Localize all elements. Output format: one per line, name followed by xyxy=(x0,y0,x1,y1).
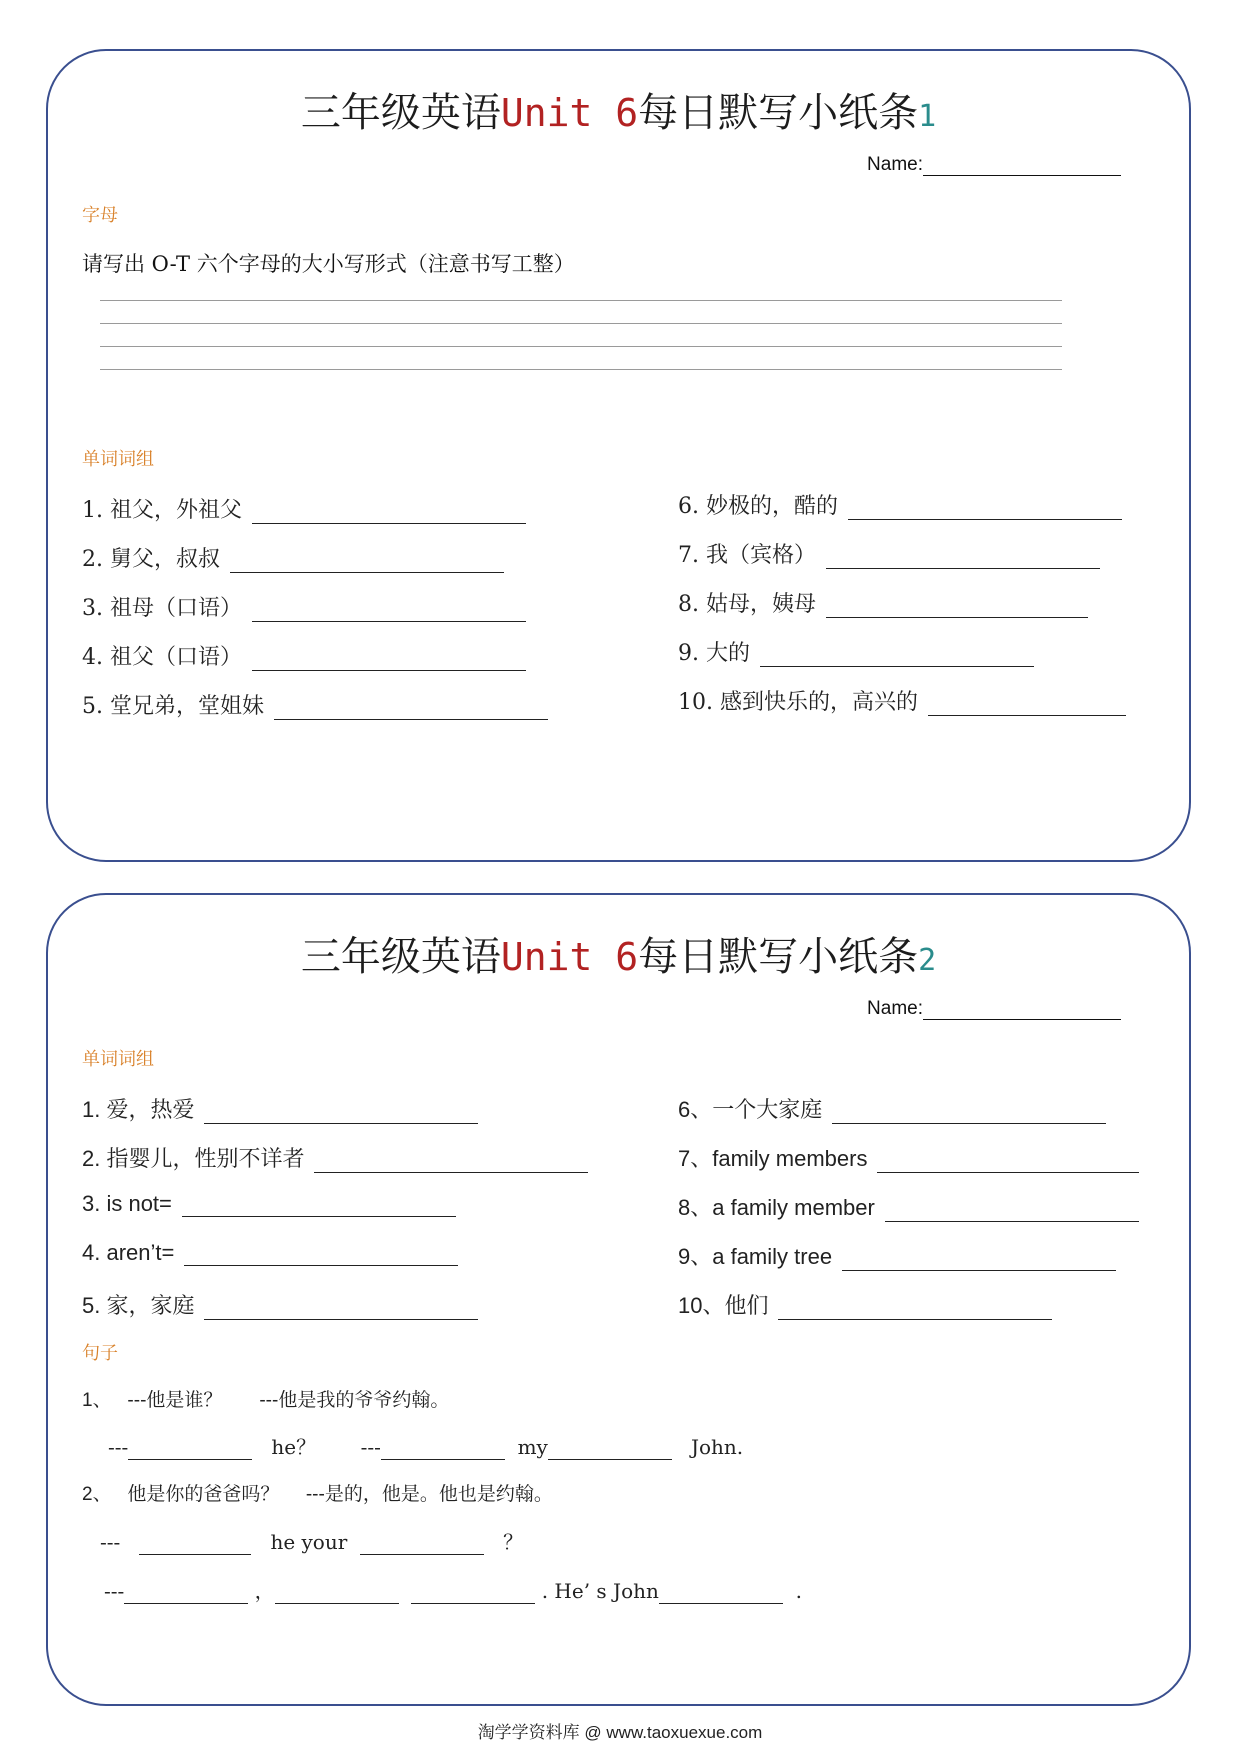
word-item-7: 7. 我（宾格） xyxy=(678,538,1100,569)
worksheet-card-1 xyxy=(46,49,1191,862)
answer-blank[interactable] xyxy=(139,1534,251,1555)
answer-blank[interactable] xyxy=(760,644,1034,667)
word-item-8: 8、a family member xyxy=(678,1191,1139,1222)
card-number: 1 xyxy=(918,99,937,134)
section-words: 单词词组 xyxy=(82,449,154,470)
answer-blank[interactable] xyxy=(848,497,1122,520)
answer-blank[interactable] xyxy=(826,595,1088,618)
card-number: 2 xyxy=(918,943,937,978)
card-title: 三年级英语Unit 6每日默写小纸条2 xyxy=(300,934,937,980)
answer-blank[interactable] xyxy=(832,1101,1106,1124)
answer-blank[interactable] xyxy=(204,1297,478,1320)
word-item-10: 10. 感到快乐的，高兴的 xyxy=(678,685,1126,716)
section-sentences: 句子 xyxy=(82,1343,118,1364)
word-item-4: 4. 祖父（口语） xyxy=(82,640,526,671)
word-item-3: 3. 祖母（口语） xyxy=(82,591,526,622)
answer-blank[interactable] xyxy=(842,1248,1116,1271)
answer-blank[interactable] xyxy=(182,1194,456,1217)
sentence-1-prompt: 1、 ---他是谁？ ---他是我的爷爷约翰。 xyxy=(82,1390,450,1411)
word-item-8: 8. 姑母，姨母 xyxy=(678,587,1088,618)
ruled-line[interactable] xyxy=(100,346,1062,347)
word-item-5: 5. 家，家庭 xyxy=(82,1289,478,1320)
answer-blank[interactable] xyxy=(274,697,548,720)
sentence-2-answer-q: --- he your ？ xyxy=(100,1530,524,1554)
word-item-9: 9、a family tree xyxy=(678,1240,1116,1271)
answer-blank[interactable] xyxy=(885,1199,1139,1222)
word-item-1: 1. 祖父，外祖父 xyxy=(82,493,526,524)
answer-blank[interactable] xyxy=(252,648,526,671)
letters-instruction: 请写出 O-T 六个字母的大小写形式（注意书写工整） xyxy=(82,252,575,276)
name-field[interactable]: Name: xyxy=(867,998,1121,1020)
answer-blank[interactable] xyxy=(184,1243,458,1266)
section-letters: 字母 xyxy=(82,205,118,226)
sentence-1-answer: --- he？ --- my John. xyxy=(108,1435,744,1459)
worksheet-card-2 xyxy=(46,893,1191,1706)
answer-blank[interactable] xyxy=(928,693,1126,716)
answer-blank[interactable] xyxy=(252,599,526,622)
sentence-2-prompt: 2、 他是你的爸爸吗？ ---是的，他是。他也是约翰。 xyxy=(82,1484,553,1505)
footer-watermark: 淘学学资料库 @ www.taoxuexue.com xyxy=(477,1723,763,1742)
word-item-2: 2. 舅父，叔叔 xyxy=(82,542,504,573)
card-title: 三年级英语Unit 6每日默写小纸条1 xyxy=(300,90,937,136)
word-item-7: 7、family members xyxy=(678,1142,1139,1173)
answer-blank[interactable] xyxy=(275,1583,399,1604)
answer-blank[interactable] xyxy=(204,1101,478,1124)
word-item-2: 2. 指婴儿，性别不详者 xyxy=(82,1142,588,1173)
sentence-2-answer-a: --- ， . He’ s John . xyxy=(104,1579,802,1603)
section-words: 单词词组 xyxy=(82,1049,154,1070)
word-item-9: 9. 大的 xyxy=(678,636,1034,667)
word-item-4: 4. aren’t= xyxy=(82,1240,458,1266)
answer-blank[interactable] xyxy=(128,1439,252,1460)
word-item-10: 10、他们 xyxy=(678,1289,1052,1320)
ruled-line[interactable] xyxy=(100,369,1062,370)
answer-blank[interactable] xyxy=(252,501,526,524)
word-item-6: 6. 妙极的，酷的 xyxy=(678,489,1122,520)
answer-blank[interactable] xyxy=(877,1150,1139,1173)
unit-label: Unit 6 xyxy=(500,935,639,979)
answer-blank[interactable] xyxy=(360,1534,484,1555)
answer-blank[interactable] xyxy=(314,1150,588,1173)
answer-blank[interactable] xyxy=(411,1583,535,1604)
answer-blank[interactable] xyxy=(659,1583,783,1604)
answer-blank[interactable] xyxy=(778,1297,1052,1320)
word-item-3: 3. is not= xyxy=(82,1191,456,1217)
unit-label: Unit 6 xyxy=(500,91,639,135)
ruled-line[interactable] xyxy=(100,300,1062,301)
word-item-1: 1. 爱，热爱 xyxy=(82,1093,478,1124)
answer-blank[interactable] xyxy=(548,1439,672,1460)
answer-blank[interactable] xyxy=(381,1439,505,1460)
answer-blank[interactable] xyxy=(230,550,504,573)
ruled-line[interactable] xyxy=(100,323,1062,324)
answer-blank[interactable] xyxy=(124,1583,248,1604)
word-item-5: 5. 堂兄弟，堂姐妹 xyxy=(82,689,548,720)
word-item-6: 6、一个大家庭 xyxy=(678,1093,1106,1124)
name-field[interactable]: Name: xyxy=(867,154,1121,176)
answer-blank[interactable] xyxy=(826,546,1100,569)
